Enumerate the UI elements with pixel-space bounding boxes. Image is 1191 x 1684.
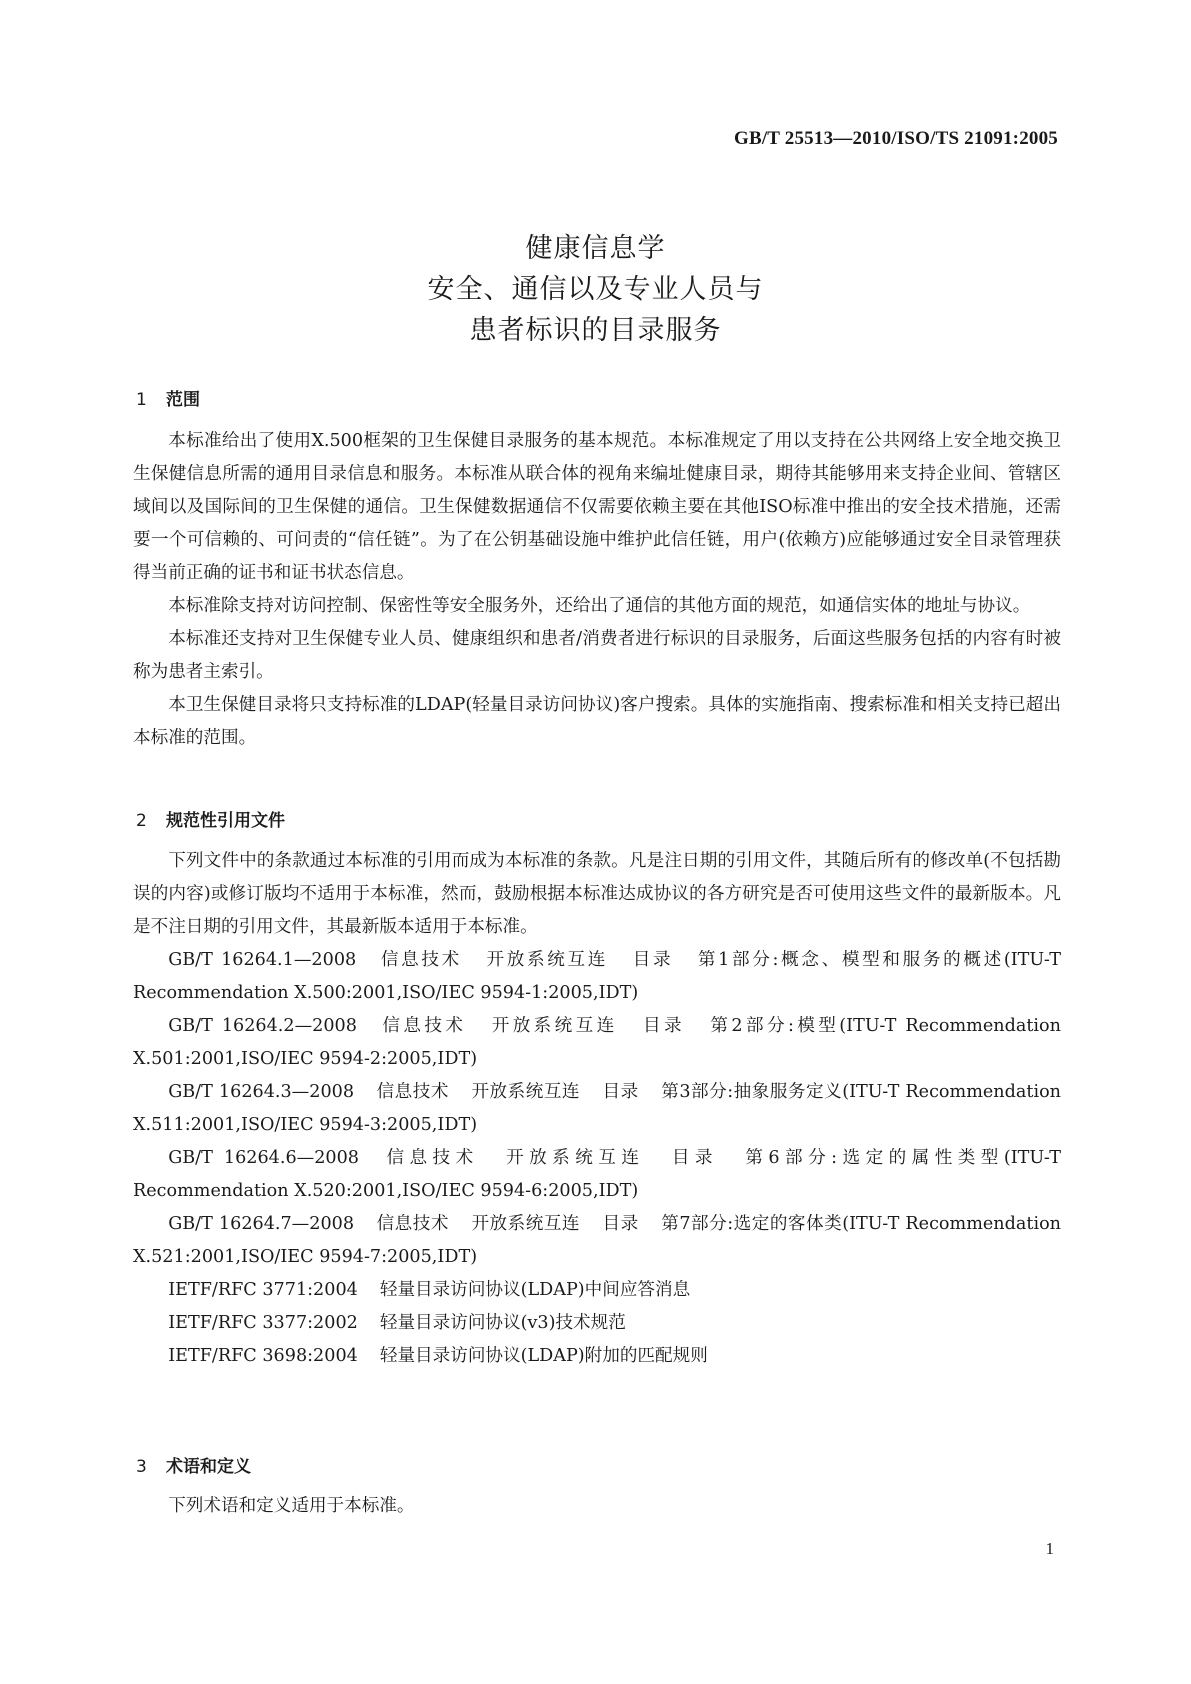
reference-category: 目录	[639, 1016, 686, 1036]
reference-code: GB/T 16264.6—2008	[168, 1148, 359, 1168]
section-3-heading	[136, 1452, 251, 1477]
reference-code: IETF/RFC 3698:2004	[168, 1346, 358, 1366]
section-1-paragraph-3: 本标准还支持对卫生保健专业人员、健康组织和患者/消费者进行标识的目录服务，后面这些服务包括的内容有时被称为患者主索引。	[133, 629, 1061, 682]
title-line-1: 健康信息学	[525, 233, 666, 264]
section-2-heading	[136, 806, 285, 831]
reference-description: 第7部分:选定的客体类(ITU-T Recommendation X.521:2001,ISO/IEC 9594-7:2005,IDT)	[133, 1214, 1061, 1267]
reference-item	[133, 1010, 1061, 1076]
section-2-intro: 下列文件中的条款通过本标准的引用而成为本标准的条款。凡是注日期的引用文件，其随后所有的修改单(不包括勘误的内容)或修订版均不适用于本标准，然而，鼓励根据本标准达成协议的各方研究是否可使用这些文件的最新版本。凡是不注日期的引用文件，其最新版本适用于本标准。	[133, 851, 1061, 937]
reference-field: 信息技术	[376, 1082, 449, 1102]
reference-system: 开放系统互连	[500, 1148, 645, 1168]
reference-code: IETF/RFC 3377:2002	[168, 1313, 358, 1333]
reference-description: 第6部分:选定的属性类型(ITU-T Recommendation X.520:2001,ISO/IEC 9594-6:2005,IDT)	[133, 1148, 1061, 1201]
title-line-3: 患者标识的目录服务	[469, 315, 722, 346]
section-1-heading	[136, 385, 200, 410]
reference-code: GB/T 16264.7—2008	[168, 1214, 355, 1234]
reference-system: 开放系统互连	[483, 950, 609, 970]
reference-description: 轻量目录访问协议(v3)技术规范	[379, 1313, 626, 1333]
reference-field: 信息技术	[381, 1148, 479, 1168]
reference-field: 信息技术	[376, 1214, 449, 1234]
reference-category: 目录	[602, 1082, 639, 1102]
standard-number: GB/T 25513—2010/ISO/TS 21091:2005	[733, 128, 1058, 149]
reference-description: 第2部分:模型(ITU-T Recommendation X.501:2001,ISO/IEC 9594-2:2005,IDT)	[133, 1016, 1061, 1069]
section-1-number: 1	[136, 390, 147, 410]
reference-code: IETF/RFC 3771:2004	[168, 1280, 358, 1300]
section-2-intro-block	[133, 845, 1061, 944]
section-3-body	[133, 1490, 1061, 1523]
reference-item	[133, 944, 1061, 1010]
section-3-number: 3	[136, 1457, 147, 1477]
reference-field: 信息技术	[378, 1016, 467, 1036]
reference-item	[133, 1208, 1061, 1274]
reference-category: 目录	[630, 950, 674, 970]
reference-description: 轻量目录访问协议(LDAP)附加的匹配规则	[379, 1346, 708, 1366]
reference-description: 第1部分:概念、模型和服务的概述(ITU-T Recommendation X.500:2001,ISO/IEC 9594-1:2005,IDT)	[133, 950, 1061, 1003]
section-1-paragraph-1: 本标准给出了使用X.500框架的卫生保健目录服务的基本规范。本标准规定了用以支持在公共网络上安全地交换卫生保健信息所需的通用目录信息和服务。本标准从联合体的视角来编址健康目录，期待其能够用来支持企业间、管辖区域间以及国际间的卫生保健的通信。卫生保健数据通信不仅需要依赖主要在其他ISO标准中推出的安全技术措施，还需要一个可信赖的、可问责的“信任链”。为了在公钥基础设施中维护此信任链，用户(依赖方)应能够通过安全目录管理获得当前正确的证书和证书状态信息。	[133, 431, 1061, 583]
reference-system: 开放系统互连	[488, 1016, 618, 1036]
section-1-paragraph-2: 本标准除支持对访问控制、保密性等安全服务外，还给出了通信的其他方面的规范，如通信实体的地址与协议。	[168, 596, 1031, 616]
page-number: 1	[1045, 1539, 1054, 1558]
section-1-title: 范围	[166, 390, 200, 410]
title-line-2: 安全、通信以及专业人员与	[427, 274, 764, 305]
reference-description: 第3部分:抽象服务定义(ITU-T Recommendation X.511:2001,ISO/IEC 9594-3:2005,IDT)	[133, 1082, 1061, 1135]
reference-system: 开放系统互连	[470, 1082, 581, 1102]
reference-field: 信息技术	[378, 950, 462, 970]
section-2-number: 2	[136, 811, 147, 831]
reference-description: 轻量目录访问协议(LDAP)中间应答消息	[379, 1280, 691, 1300]
reference-category: 目录	[602, 1214, 639, 1234]
reference-item	[133, 1142, 1061, 1208]
section-3-title: 术语和定义	[166, 1457, 251, 1477]
section-2-title: 规范性引用文件	[166, 811, 285, 831]
rfc-reference-item	[133, 1340, 1061, 1373]
reference-item	[133, 1076, 1061, 1142]
reference-system: 开放系统互连	[470, 1214, 581, 1234]
reference-code: GB/T 16264.2—2008	[168, 1016, 357, 1036]
reference-code: GB/T 16264.1—2008	[168, 950, 357, 970]
reference-list	[133, 944, 1061, 1373]
reference-code: GB/T 16264.3—2008	[168, 1082, 355, 1102]
rfc-reference-item	[133, 1274, 1061, 1307]
section-1-body	[133, 425, 1061, 755]
reference-category: 目录	[666, 1148, 718, 1168]
document-title	[0, 228, 1191, 351]
section-3-intro: 下列术语和定义适用于本标准。	[168, 1496, 415, 1516]
rfc-reference-item	[133, 1307, 1061, 1340]
section-1-paragraph-4: 本卫生保健目录将只支持标准的LDAP(轻量目录访问协议)客户搜索。具体的实施指南、搜索标准和相关支持已超出本标准的范围。	[133, 695, 1061, 748]
